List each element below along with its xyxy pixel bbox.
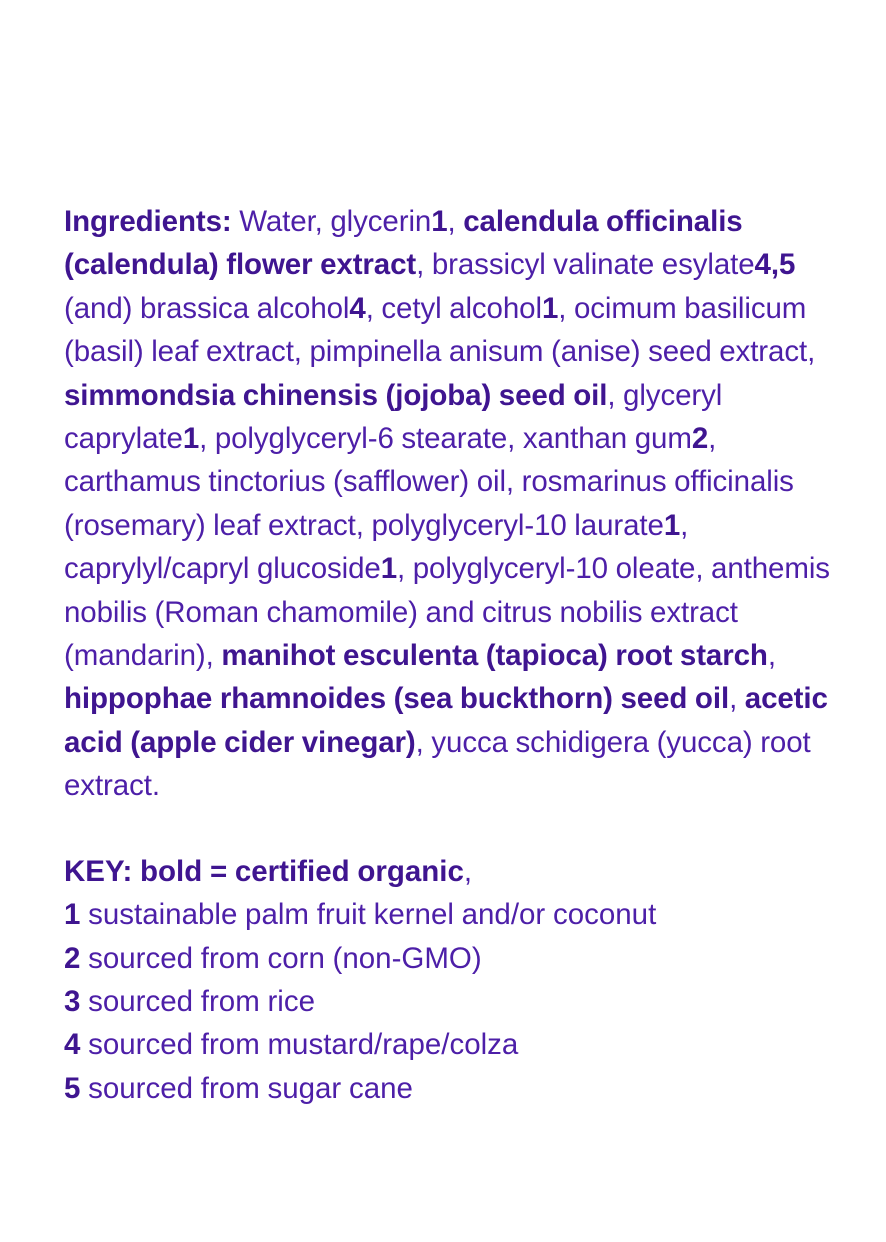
ingredient-segment: , polyglyceryl-6 stearate, xanthan gum xyxy=(199,422,692,456)
ingredients-list xyxy=(64,205,830,802)
ingredient-bold-segment: 1 xyxy=(182,422,200,456)
key-item xyxy=(64,1067,844,1110)
ingredient-segment: , polyglyceryl-10 oleate, anthemis nobilis (Roman chamomile) and citrus nobilis extract (mandarin), xyxy=(64,552,830,673)
ingredient-segment: (and) brassica alcohol xyxy=(64,291,350,325)
key-label-suffix: , xyxy=(463,854,473,888)
key-item-number: 5 xyxy=(64,1071,81,1105)
ingredient-bold-segment: 1 xyxy=(380,552,398,586)
ingredient-bold-segment: 4,5 xyxy=(754,248,796,282)
key-item-text: sourced from corn (non-GMO) xyxy=(80,941,482,975)
key-label-line xyxy=(64,850,844,893)
ingredient-bold-segment: hippophae rhamnoides (sea buckthorn) seed oil xyxy=(64,682,730,716)
ingredients-panel xyxy=(64,200,844,1110)
key-item-number: 1 xyxy=(64,898,81,932)
ingredient-segment: , xyxy=(729,682,745,716)
ingredient-segment: , carthamus tinctorius (safflower) oil, rosmarinus officinalis (rosemary) leaf extract, polyglyceryl-10 laurate xyxy=(64,422,794,542)
key-item-text: sustainable palm fruit kernel and/or coconut xyxy=(80,898,657,932)
ingredient-bold-segment: 4 xyxy=(349,291,366,325)
key-item-text: sourced from mustard/rape/colza xyxy=(80,1028,519,1062)
ingredient-bold-segment: 1 xyxy=(431,205,448,238)
ingredient-bold-segment: 2 xyxy=(691,422,709,456)
ingredient-segment: , cetyl alcohol xyxy=(365,291,542,325)
ingredient-segment: , xyxy=(767,639,776,673)
key-label: KEY: bold = certified organic xyxy=(64,854,464,888)
key-item-text: sourced from rice xyxy=(80,984,315,1018)
ingredient-segment: Water, glycerin xyxy=(231,205,432,238)
ingredient-segment: , ocimum basilicum (basil) leaf extract, pimpinella anisum (anise) seed extract, xyxy=(64,291,816,369)
ingredient-bold-segment: acetic acid (apple cider vinegar) xyxy=(64,682,828,759)
ingredient-segment: , caprylyl/capryl glucoside xyxy=(64,508,689,586)
key-item-number: 2 xyxy=(64,941,81,975)
key-legend xyxy=(64,850,844,1110)
ingredient-bold-segment: manihot esculenta (tapioca) root starch xyxy=(221,639,768,673)
ingredient-segment: , brassicyl valinate esylate xyxy=(416,248,755,282)
ingredient-bold-segment: 1 xyxy=(663,508,681,542)
ingredient-segment: , xyxy=(447,205,464,238)
key-item xyxy=(64,893,844,936)
key-item-text: sourced from sugar cane xyxy=(80,1071,413,1105)
ingredients-heading: Ingredients: xyxy=(64,205,232,238)
ingredient-bold-segment: simmondsia chinensis (jojoba) seed oil xyxy=(64,378,608,412)
ingredient-segment: , glyceryl caprylate xyxy=(64,378,723,456)
key-item xyxy=(64,980,844,1023)
key-item xyxy=(64,1023,844,1066)
ingredients-paragraph xyxy=(64,200,844,808)
key-item-number: 4 xyxy=(64,1028,81,1062)
ingredient-segment: , yucca schidigera (yucca) root extract. xyxy=(64,725,811,803)
key-item xyxy=(64,937,844,980)
ingredient-bold-segment: calendula officinalis (calendula) flower extract xyxy=(64,205,743,282)
ingredient-bold-segment: 1 xyxy=(541,291,559,325)
key-item-number: 3 xyxy=(64,984,81,1018)
